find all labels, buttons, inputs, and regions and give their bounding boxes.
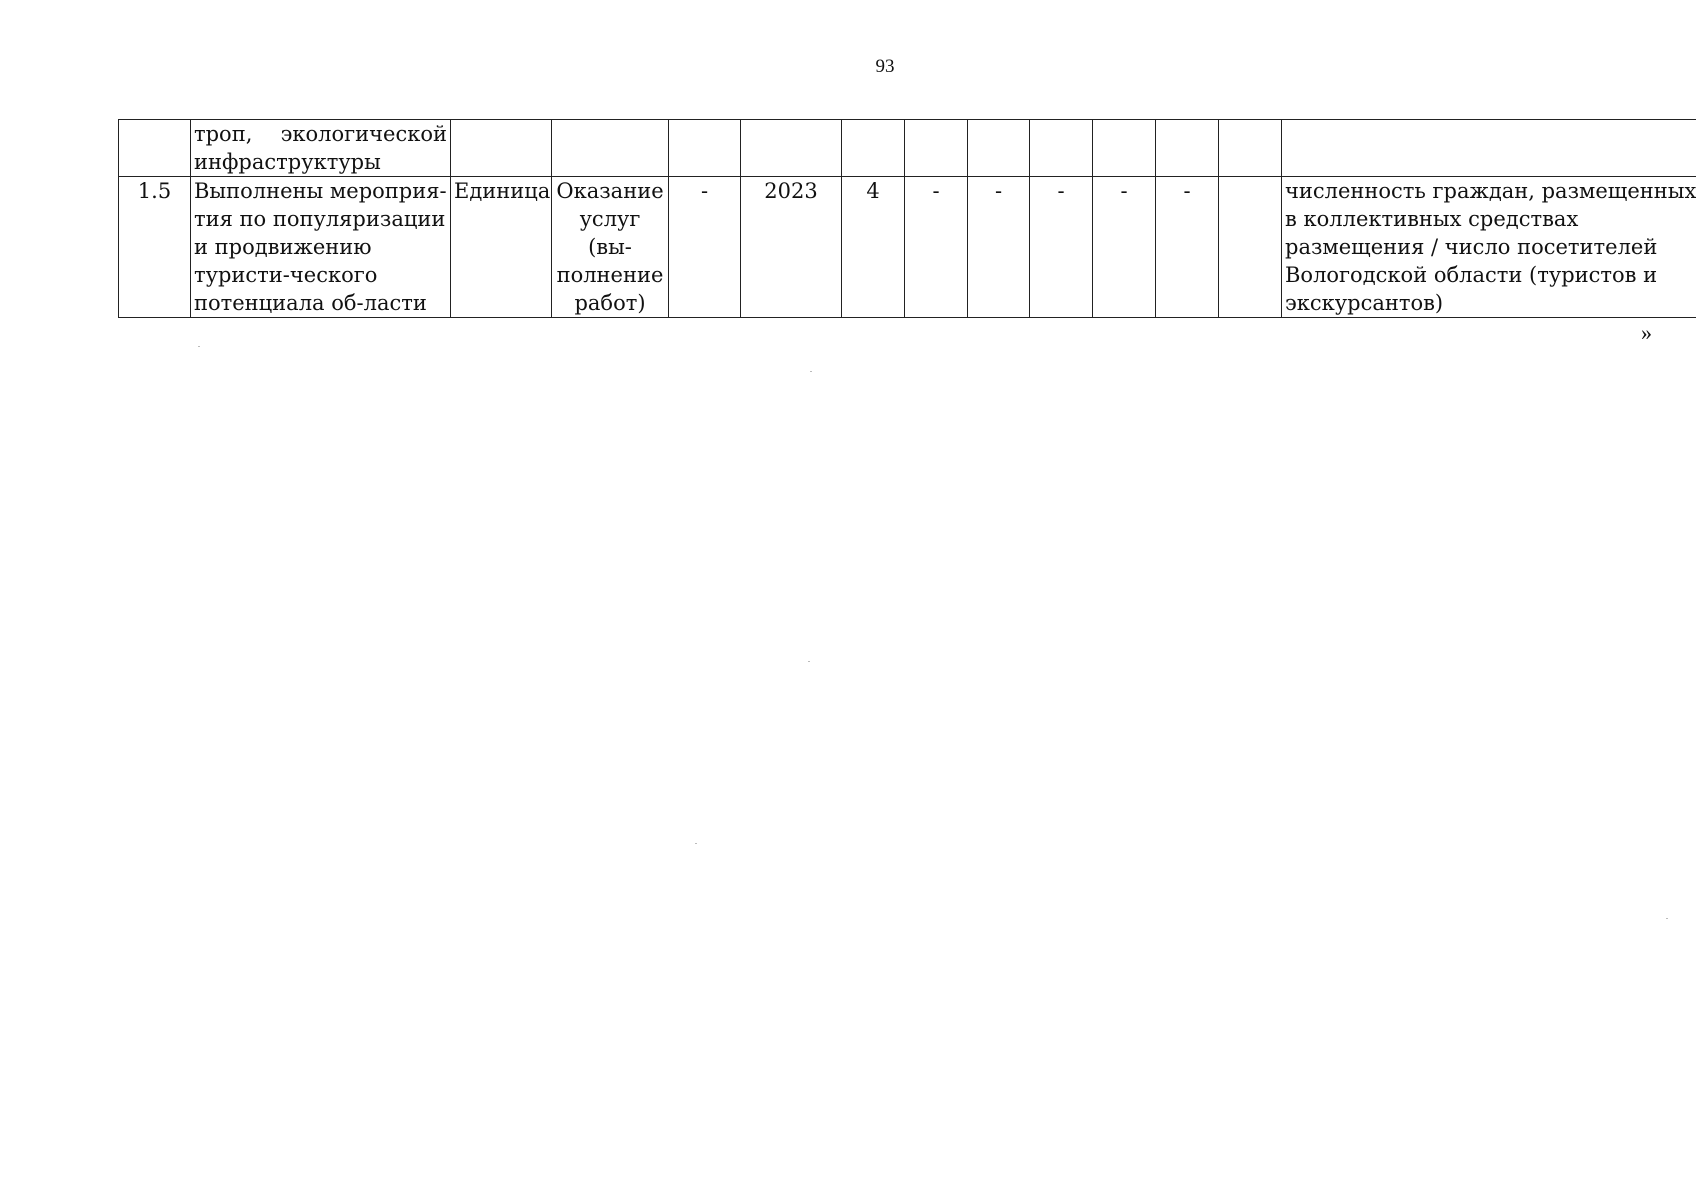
cell-value: - — [1030, 177, 1093, 318]
cell-value — [1156, 120, 1219, 177]
scan-speck — [695, 843, 697, 844]
scan-speck — [808, 661, 810, 662]
closing-quote: » — [1641, 320, 1652, 345]
cell-link — [1282, 120, 1696, 177]
cell-year: 2023 — [741, 177, 842, 318]
cell-value: - — [1093, 177, 1156, 318]
cell-value — [968, 120, 1030, 177]
cell-unit: Единица — [451, 177, 552, 318]
cell-value — [842, 120, 905, 177]
cell-base-value — [669, 120, 741, 177]
cell-number — [119, 120, 191, 177]
page-number: 93 — [875, 56, 895, 77]
cell-name: Выполнены мероприя-тия по популяризации и продвижению туристи-ческого потенциала об-ласти — [191, 177, 451, 318]
cell-type: Оказание услуг (вы-полнение работ) — [552, 177, 669, 318]
cell-year — [741, 120, 842, 177]
cell-value — [1093, 120, 1156, 177]
indicator-table — [118, 119, 1696, 318]
cell-value: - — [905, 177, 968, 318]
cell-value — [1219, 120, 1282, 177]
scan-speck — [1666, 918, 1668, 919]
cell-name: троп, экологической инфраструктуры — [191, 120, 451, 177]
cell-unit — [451, 120, 552, 177]
cell-base-value: - — [669, 177, 741, 318]
cell-number: 1.5 — [119, 177, 191, 318]
cell-type — [552, 120, 669, 177]
cell-value: - — [1156, 177, 1219, 318]
table-row — [119, 120, 1696, 177]
cell-value — [1030, 120, 1093, 177]
table-row — [119, 177, 1696, 318]
cell-value — [905, 120, 968, 177]
cell-value — [1219, 177, 1282, 318]
scan-speck — [198, 346, 200, 347]
cell-link: численность граждан, размещенных в коллективных средствах размещения / число посетителей Вологодской области (туристов и экскурсантов) — [1282, 177, 1696, 318]
cell-value: 4 — [842, 177, 905, 318]
cell-value: - — [968, 177, 1030, 318]
scan-speck — [810, 371, 812, 372]
